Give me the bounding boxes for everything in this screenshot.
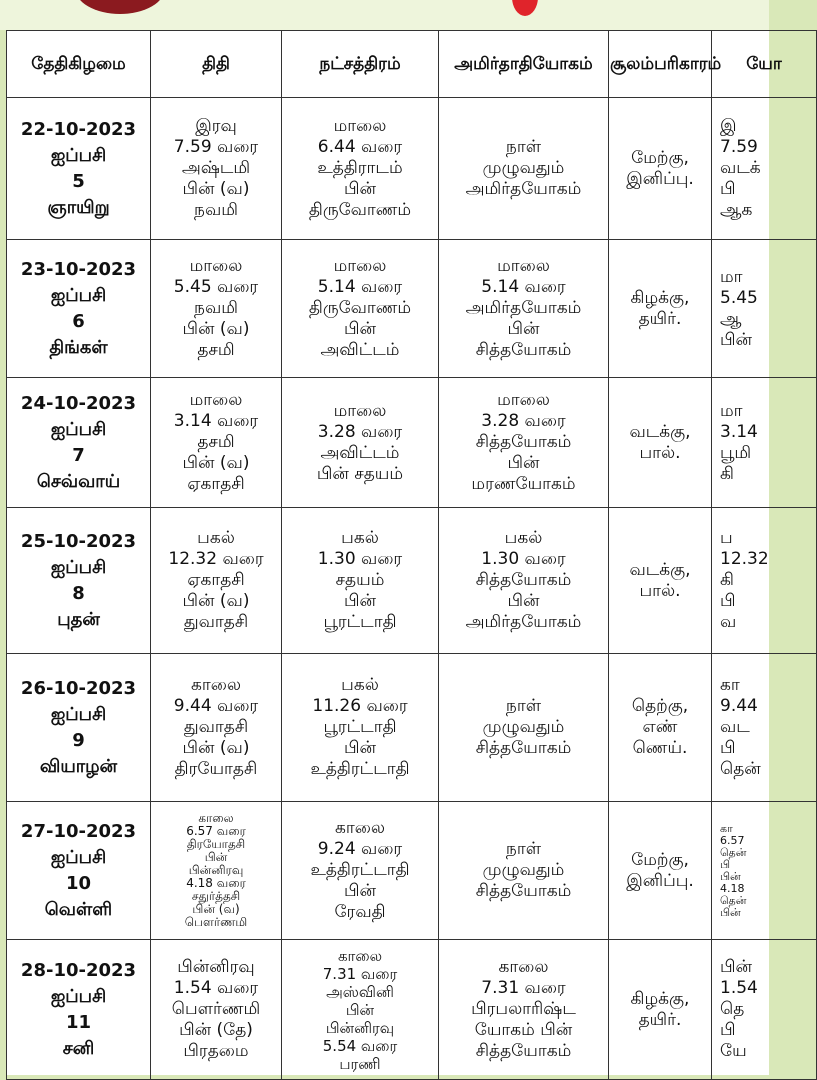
thithi-line: மாலை — [189, 256, 243, 276]
last-column-cell — [712, 378, 817, 508]
date-date: 25-10-2023 — [20, 530, 137, 552]
yogam-line: காலை — [498, 957, 549, 977]
nakshatra-cell — [282, 378, 439, 508]
last-column-cell — [712, 940, 817, 1080]
soolam-line: இனிப்பு. — [626, 870, 694, 891]
date-cell — [7, 98, 151, 240]
thithi-line: 12.32 வரை — [168, 549, 264, 569]
last-column-line: பின் — [720, 957, 752, 977]
thithi-line: இரவு — [195, 116, 237, 136]
calendar-sheet — [6, 30, 782, 1075]
soolam-line: கிழக்கு, — [630, 287, 690, 308]
yogam-line: முழுவதும் — [482, 158, 565, 178]
yogam-line: சித்தயோகம் — [475, 1041, 572, 1061]
soolam-line: மேற்கு, — [631, 147, 689, 168]
date-cell — [7, 802, 151, 940]
nakshatra-line: பகல் — [341, 675, 379, 695]
nakshatra-line: பின் — [344, 881, 376, 901]
header-thithi: திதி — [151, 31, 282, 98]
thithi-line: 9.44 வரை — [173, 696, 259, 716]
last-column-line: மா — [720, 266, 743, 287]
nakshatra-line: 11.26 வரை — [312, 696, 408, 716]
thithi-line: திரயோதசி — [186, 837, 246, 851]
yogam-line: சித்தயோகம் — [475, 881, 572, 901]
thithi-line: பின்னிரவு — [177, 957, 255, 977]
nakshatra-cell — [282, 654, 439, 802]
last-column-line: கி — [720, 463, 734, 484]
last-column-line: கா — [720, 821, 733, 835]
thithi-line: 6.57 வரை — [186, 824, 246, 838]
yogam-line: நாள் — [505, 839, 542, 859]
date-day-num: 10 — [65, 872, 92, 894]
thithi-line: மாலை — [189, 390, 243, 410]
date-day-num: 11 — [65, 1011, 92, 1033]
yogam-line: சித்தயோகம் — [475, 432, 572, 452]
yogam-line: முழுவதும் — [482, 717, 565, 737]
soolam-line: மேற்கு, — [631, 849, 689, 870]
date-date: 26-10-2023 — [20, 677, 137, 699]
soolam-cell — [609, 508, 712, 654]
date-date: 23-10-2023 — [20, 258, 137, 280]
yogam-cell — [439, 940, 609, 1080]
yogam-cell — [439, 98, 609, 240]
date-day-num: 5 — [72, 170, 85, 192]
nakshatra-line: அவிட்டம் — [320, 442, 400, 463]
nakshatra-line: திருவோணம் — [308, 298, 412, 318]
yogam-line: பின் — [507, 453, 540, 473]
last-column-line: தென் — [720, 845, 747, 859]
header-date: தேதிகிழமை — [7, 31, 151, 98]
date-day-num: 8 — [72, 582, 85, 604]
thithi-line: 3.14 வரை — [173, 411, 259, 431]
thithi-line: பௌர்ணமி — [184, 915, 248, 929]
yogam-line: பகல் — [504, 528, 543, 548]
yogam-line: நாள் — [505, 137, 542, 157]
last-column-line: 12.32 — [720, 549, 769, 569]
date-weekday: செவ்வாய் — [36, 470, 121, 492]
nakshatra-cell — [282, 240, 439, 378]
last-column-line: 7.59 — [720, 137, 758, 157]
nakshatra-line: ரேவதி — [334, 902, 386, 922]
thithi-line: பின் — [204, 850, 228, 864]
last-column-line: வட — [720, 717, 750, 737]
header-soolam: சூலம்பரிகாரம் — [609, 31, 712, 98]
nakshatra-line: பின் — [344, 319, 376, 339]
yogam-line: பிரபலாரிஷ்ட — [471, 999, 576, 1019]
yogam-line: நாள் — [505, 696, 542, 716]
nakshatra-cell — [282, 940, 439, 1080]
thithi-line: பின் (வ) — [182, 738, 250, 758]
date-day-num: 6 — [72, 310, 85, 332]
thithi-line: திரயோதசி — [174, 759, 258, 779]
soolam-cell — [609, 240, 712, 378]
nakshatra-line: 1.30 வரை — [317, 549, 403, 569]
date-month: ஐப்பசி — [50, 144, 107, 166]
last-column-line: கா — [720, 675, 740, 695]
thithi-line: பின் (வ) — [182, 453, 250, 473]
nakshatra-line: மாலை — [333, 400, 387, 421]
header-last: யோ — [712, 31, 817, 98]
date-date: 27-10-2023 — [20, 820, 137, 842]
thithi-line: அஷ்டமி — [181, 158, 251, 178]
table-row — [7, 802, 817, 940]
soolam-line: தயிர். — [638, 308, 682, 329]
last-column-line: 4.18 — [720, 881, 745, 895]
last-column-cell — [712, 802, 817, 940]
last-column-line: இ — [720, 116, 737, 136]
thithi-line: ஏகாதசி — [187, 474, 245, 494]
yogam-line: யோகம் பின் — [474, 1020, 573, 1040]
last-column-line: பின் — [720, 329, 752, 350]
nakshatra-line: பரணி — [339, 1054, 381, 1073]
date-weekday: வியாழன் — [39, 755, 118, 777]
yogam-line: 1.30 வரை — [481, 549, 566, 569]
thithi-line: தசமி — [197, 340, 235, 360]
soolam-line: பால். — [639, 442, 681, 463]
nakshatra-line: திருவோணம் — [308, 200, 412, 220]
last-column-line: மா — [720, 400, 743, 421]
date-cell — [7, 654, 151, 802]
date-weekday: சனி — [62, 1037, 95, 1059]
yogam-line: 3.28 வரை — [481, 411, 566, 431]
soolam-cell — [609, 378, 712, 508]
thithi-line: 4.18 வரை — [186, 876, 246, 890]
nakshatra-line: பூரட்டாதி — [323, 717, 397, 737]
last-column-line: வ — [720, 612, 737, 632]
nakshatra-line: மாலை — [333, 256, 387, 276]
date-cell — [7, 240, 151, 378]
thithi-cell — [151, 240, 282, 378]
soolam-line: தெற்கு, — [631, 696, 689, 716]
yogam-line: அமிர்தயோகம் — [465, 612, 582, 632]
last-column-line: தென் — [720, 893, 747, 907]
nakshatra-line: பின் — [344, 179, 376, 199]
last-column-line: பி — [720, 1020, 736, 1040]
yogam-line: மரணயோகம் — [471, 474, 576, 494]
thithi-cell — [151, 802, 282, 940]
last-column-line: 3.14 — [720, 421, 758, 442]
date-weekday: ஞாயிறு — [47, 196, 110, 218]
thithi-line: பின் (தே) — [179, 1020, 253, 1040]
thithi-line: நவமி — [194, 298, 238, 318]
table-row — [7, 940, 817, 1080]
thithi-line: பகல் — [197, 528, 235, 548]
banner-ornament-right — [512, 0, 538, 16]
nakshatra-line: காலை — [337, 946, 383, 965]
last-column-line: பி — [720, 591, 736, 611]
last-column-line: பி — [720, 179, 736, 199]
thithi-line: 1.54 வரை — [173, 978, 259, 998]
date-cell — [7, 940, 151, 1080]
nakshatra-line: பின்னிரவு — [325, 1018, 395, 1037]
yogam-line: மாலை — [497, 390, 550, 410]
thithi-cell — [151, 378, 282, 508]
table-row — [7, 98, 817, 240]
last-column-line: யே — [720, 1041, 747, 1061]
thithi-cell — [151, 98, 282, 240]
table-row — [7, 240, 817, 378]
date-weekday: புதன் — [57, 608, 100, 630]
last-column-line: 5.45 — [720, 287, 758, 308]
thithi-line: 7.59 வரை — [173, 137, 259, 157]
table-row — [7, 378, 817, 508]
yogam-line: பின் — [507, 319, 540, 339]
nakshatra-cell — [282, 508, 439, 654]
header-yogam: அமிர்தாதியோகம் — [439, 31, 609, 98]
nakshatra-line: உத்திரட்டாதி — [310, 860, 410, 880]
soolam-line: வடக்கு, — [629, 559, 691, 580]
yogam-line: சித்தயோகம் — [475, 738, 572, 758]
nakshatra-cell — [282, 98, 439, 240]
date-date: 24-10-2023 — [20, 392, 137, 414]
yogam-line: முழுவதும் — [482, 860, 565, 880]
date-weekday: திங்கள் — [49, 336, 108, 358]
soolam-cell — [609, 98, 712, 240]
thithi-line: தசமி — [197, 432, 235, 452]
yogam-cell — [439, 654, 609, 802]
nakshatra-line: 7.31 வரை — [322, 964, 398, 983]
last-column-line: பின் — [720, 869, 741, 883]
thithi-line: பௌர்ணமி — [171, 999, 261, 1019]
thithi-line: பின் (வ) — [182, 319, 250, 339]
nakshatra-line: 6.44 வரை — [317, 137, 403, 157]
yogam-cell — [439, 240, 609, 378]
banner-ornament-left — [75, 0, 165, 14]
last-column-line: பி — [720, 857, 731, 871]
soolam-line: தயிர். — [638, 1009, 682, 1030]
date-month: ஐப்பசி — [50, 556, 107, 578]
nakshatra-line: பின் — [344, 738, 376, 758]
soolam-line: கிழக்கு, — [630, 988, 690, 1009]
thithi-line: 5.45 வரை — [173, 277, 259, 297]
yogam-line: சித்தயோகம் — [475, 570, 572, 590]
nakshatra-line: அவிட்டம் — [320, 340, 400, 360]
table-row — [7, 654, 817, 802]
nakshatra-line: காலை — [335, 818, 385, 838]
soolam-line: எண் — [642, 717, 678, 737]
last-column-line: 1.54 — [720, 978, 758, 998]
yogam-line: 7.31 வரை — [481, 978, 566, 998]
yogam-line: மாலை — [497, 256, 550, 276]
yogam-line: சித்தயோகம் — [475, 340, 572, 360]
thithi-line: பிரதமை — [183, 1041, 249, 1061]
panchangam-table — [6, 30, 817, 1080]
yogam-cell — [439, 378, 609, 508]
thithi-cell — [151, 654, 282, 802]
last-column-line: வடக் — [720, 158, 761, 178]
date-date: 22-10-2023 — [20, 118, 137, 140]
date-month: ஐப்பசி — [50, 985, 107, 1007]
soolam-cell — [609, 940, 712, 1080]
soolam-cell — [609, 802, 712, 940]
thithi-line: பின் (வ) — [192, 902, 240, 916]
soolam-line: இனிப்பு. — [626, 168, 694, 189]
date-month: ஐப்பசி — [50, 418, 107, 440]
last-column-line: 9.44 — [720, 696, 758, 716]
yogam-line: பின் — [507, 591, 540, 611]
nakshatra-line: பின் — [345, 1000, 375, 1019]
date-day-num: 7 — [72, 444, 85, 466]
thithi-line: பின் (வ) — [182, 591, 250, 611]
nakshatra-line: 3.28 வரை — [317, 421, 403, 442]
yogam-cell — [439, 802, 609, 940]
last-column-cell — [712, 654, 817, 802]
thithi-line: பின்னிரவு — [188, 863, 244, 877]
last-column-line: ஆ — [720, 308, 742, 329]
last-column-cell — [712, 98, 817, 240]
yogam-line: அமிர்தயோகம் — [465, 179, 582, 199]
nakshatra-line: சதயம் — [335, 570, 385, 590]
date-cell — [7, 378, 151, 508]
soolam-cell — [609, 654, 712, 802]
date-month: ஐப்பசி — [50, 846, 107, 868]
thithi-line: ஏகாதசி — [187, 570, 245, 590]
nakshatra-line: பின் சதயம் — [316, 463, 404, 484]
date-weekday: வெள்ளி — [44, 898, 113, 920]
thithi-line: நவமி — [194, 200, 238, 220]
thithi-cell — [151, 940, 282, 1080]
last-column-line: தெ — [720, 999, 745, 1019]
thithi-cell — [151, 508, 282, 654]
yogam-cell — [439, 508, 609, 654]
nakshatra-line: அஸ்வினி — [326, 982, 394, 1001]
last-column-line: கி — [720, 570, 734, 590]
date-day-num: 9 — [72, 729, 85, 751]
table-row — [7, 508, 817, 654]
header-nakshatra: நட்சத்திரம் — [282, 31, 439, 98]
nakshatra-line: மாலை — [333, 116, 387, 136]
nakshatra-line: 5.14 வரை — [317, 277, 403, 297]
yogam-line: அமிர்தயோகம் — [465, 298, 582, 318]
top-banner — [0, 0, 769, 30]
last-column-line: பூமி — [720, 442, 752, 463]
thithi-line: துவாதசி — [183, 717, 249, 737]
last-column-line: ப — [720, 528, 733, 548]
date-month: ஐப்பசி — [50, 284, 107, 306]
last-column-line: 6.57 — [720, 833, 745, 847]
nakshatra-line: உத்திரட்டாதி — [310, 759, 410, 779]
date-date: 28-10-2023 — [20, 959, 137, 981]
thithi-line: காலை — [198, 811, 234, 825]
soolam-line: வடக்கு, — [629, 421, 691, 442]
nakshatra-line: 5.54 வரை — [322, 1036, 398, 1055]
last-column-line: பி — [720, 738, 736, 758]
header-row — [7, 31, 817, 98]
nakshatra-line: பகல் — [341, 528, 379, 548]
yogam-line: 5.14 வரை — [481, 277, 566, 297]
nakshatra-line: 9.24 வரை — [317, 839, 403, 859]
date-cell — [7, 508, 151, 654]
thithi-line: காலை — [191, 675, 241, 695]
nakshatra-cell — [282, 802, 439, 940]
thithi-line: சதுர்த்தசி — [191, 889, 241, 903]
last-column-cell — [712, 508, 817, 654]
last-column-cell — [712, 240, 817, 378]
nakshatra-line: உத்திராடம் — [317, 158, 403, 178]
date-month: ஐப்பசி — [50, 703, 107, 725]
nakshatra-line: பின் — [344, 591, 376, 611]
nakshatra-line: பூரட்டாதி — [323, 612, 397, 632]
thithi-line: பின் (வ) — [182, 179, 250, 199]
last-column-line: பின் — [720, 905, 741, 919]
last-column-line: ஆக — [720, 200, 753, 220]
soolam-line: பால். — [639, 580, 681, 601]
thithi-line: துவாதசி — [183, 612, 249, 632]
last-column-line: தென் — [720, 759, 761, 779]
soolam-line: ணெய். — [632, 738, 688, 758]
